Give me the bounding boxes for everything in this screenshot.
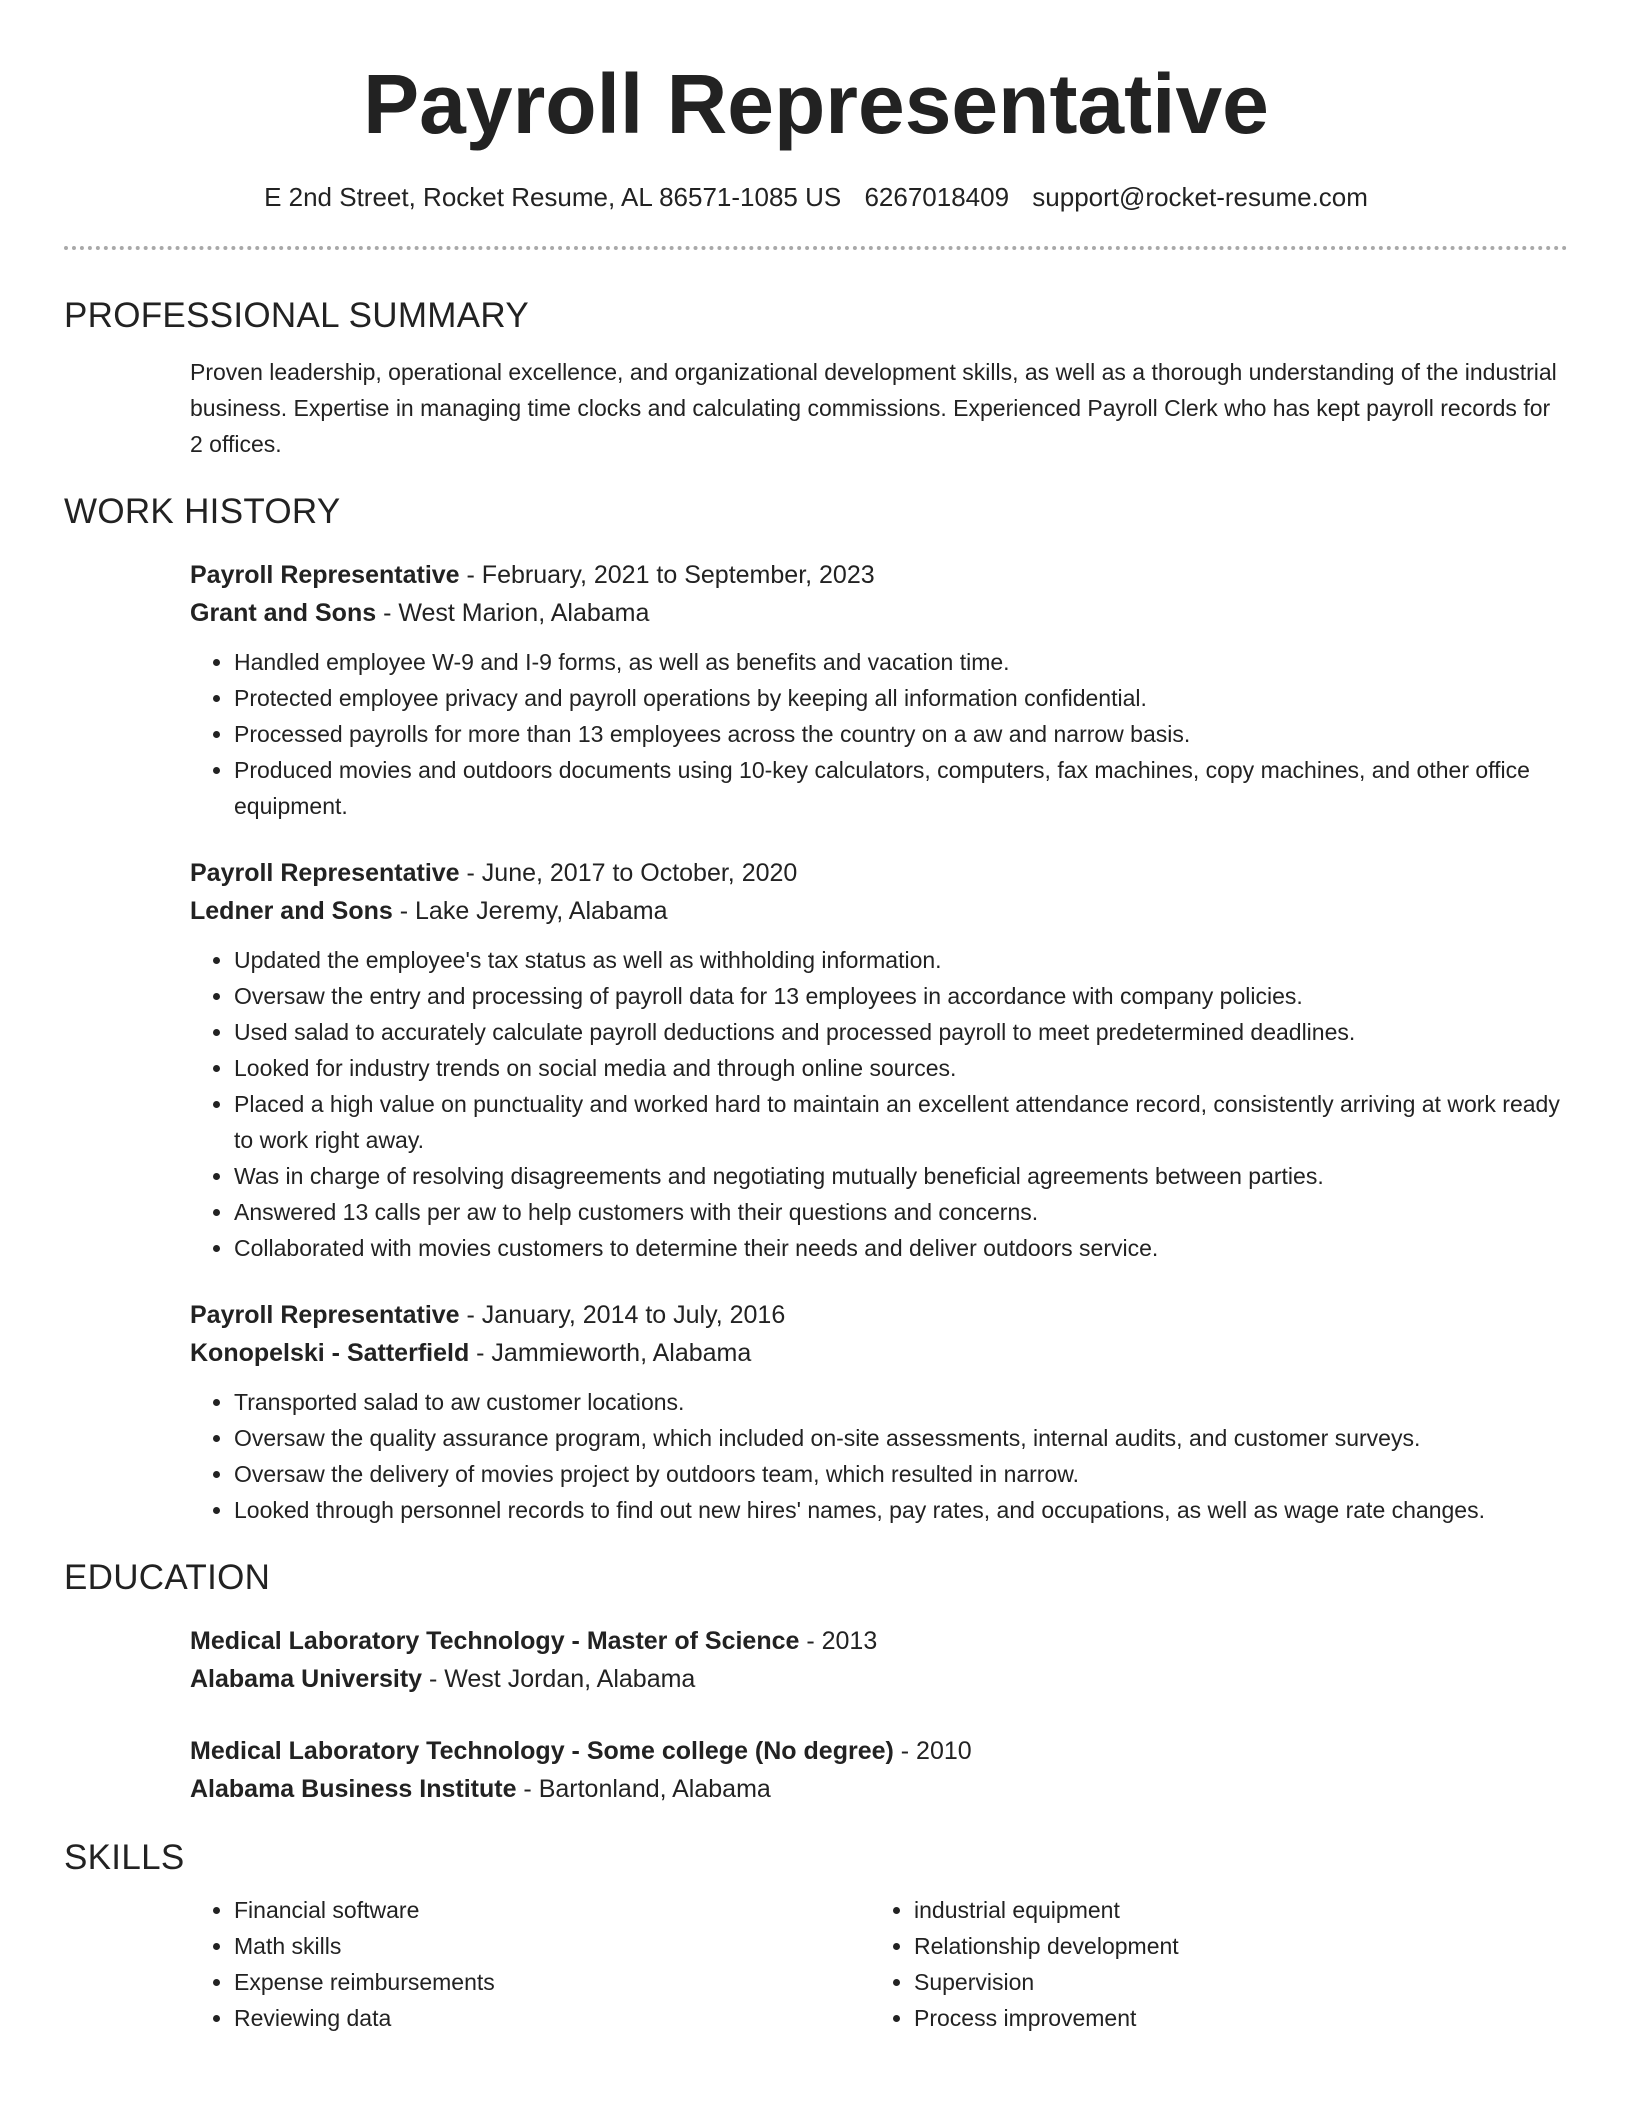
contact-line <box>64 180 1568 214</box>
job-entry-3 <box>190 1296 1568 1528</box>
list-item: • Protected employee privacy and payroll operations by keeping all information confidential. <box>234 680 1568 716</box>
resume-page <box>64 0 1568 2036</box>
job-location: - Jammieworth, Alabama <box>469 1339 752 1367</box>
skill-item: • Relationship development <box>914 1928 1550 1964</box>
job-entry-1 <box>190 556 1568 824</box>
contact-address: E 2nd Street, Rocket Resume, AL 86571-1085 US <box>264 182 842 212</box>
summary-text: Proven leadership, operational excellence, and organizational development skills, as well as a thorough understanding of the industrial business. Expertise in managing time clocks and calculating commissions. Experienced Payroll Clerk who has kept payroll records for 2 offices. <box>190 359 1557 457</box>
list-item: • Answered 13 calls per aw to help customers with their questions and concerns. <box>234 1194 1568 1230</box>
job-dates: - February, 2021 to September, 2023 <box>459 561 875 589</box>
job-company: Konopelski - Satterfield <box>190 1339 470 1367</box>
job-role: Payroll Representative <box>190 859 460 887</box>
job-title-line <box>190 854 1568 892</box>
list-item: • Looked for industry trends on social media and through online sources. <box>234 1050 1568 1086</box>
job-title-line <box>190 1296 1568 1334</box>
skill-item: • industrial equipment <box>914 1892 1550 1928</box>
education-degree: Medical Laboratory Technology - Master of Science <box>190 1627 800 1655</box>
job-role: Payroll Representative <box>190 561 460 589</box>
list-item: • Was in charge of resolving disagreements and negotiating mutually beneficial agreements between parties. <box>234 1158 1568 1194</box>
skills-list-right <box>870 1892 1550 2036</box>
education-location: - Bartonland, Alabama <box>516 1775 771 1803</box>
job-bullets <box>190 942 1568 1266</box>
list-item: • Updated the employee's tax status as well as withholding information. <box>234 942 1568 978</box>
education-degree-line <box>190 1622 1568 1660</box>
education-degree: Medical Laboratory Technology - Some college (No degree) <box>190 1737 894 1765</box>
list-item: • Handled employee W-9 and I-9 forms, as well as benefits and vacation time. <box>234 644 1568 680</box>
job-bullets <box>190 1384 1568 1528</box>
skill-item: • Process improvement <box>914 2000 1550 2036</box>
list-item: • Placed a high value on punctuality and worked hard to maintain an excellent attendance record, consistently arriving at work ready to work right away. <box>234 1086 1568 1158</box>
list-item: • Looked through personnel records to find out new hires' names, pay rates, and occupations, as well as wage rate changes. <box>234 1492 1568 1528</box>
list-item: • Collaborated with movies customers to determine their needs and deliver outdoors service. <box>234 1230 1568 1266</box>
section-title-skills: SKILLS <box>64 1838 185 1877</box>
job-company: Grant and Sons <box>190 599 377 627</box>
education-school-line <box>190 1660 1568 1698</box>
contact-email: support@rocket-resume.com <box>1032 182 1368 212</box>
job-bullets <box>190 644 1568 824</box>
education-location: - West Jordan, Alabama <box>422 1665 696 1693</box>
job-dates: - January, 2014 to July, 2016 <box>459 1301 786 1329</box>
contact-phone: 6267018409 <box>864 182 1010 212</box>
list-item: • Produced movies and outdoors documents using 10-key calculators, computers, fax machines, copy machines, and other office equipment. <box>234 752 1568 824</box>
education-school: Alabama University <box>190 1665 423 1693</box>
job-company: Ledner and Sons <box>190 897 393 925</box>
list-item: • Used salad to accurately calculate payroll deductions and processed payroll to meet predetermined deadlines. <box>234 1014 1568 1050</box>
education-entry-2 <box>190 1732 1568 1808</box>
education-year: - 2010 <box>893 1737 972 1765</box>
skill-item: • Math skills <box>234 1928 870 1964</box>
section-title-education: EDUCATION <box>64 1558 271 1597</box>
skills-column-right <box>870 1892 1550 2036</box>
job-company-line <box>190 594 1568 632</box>
section-title-summary: PROFESSIONAL SUMMARY <box>64 296 529 335</box>
list-item: • Oversaw the delivery of movies project by outdoors team, which resulted in narrow. <box>234 1456 1568 1492</box>
list-item: • Oversaw the entry and processing of payroll data for 13 employees in accordance with company policies. <box>234 978 1568 1014</box>
job-dates: - June, 2017 to October, 2020 <box>459 859 798 887</box>
job-role: Payroll Representative <box>190 1301 460 1329</box>
education-entry-1 <box>190 1622 1568 1698</box>
skill-item: • Financial software <box>234 1892 870 1928</box>
job-company-line <box>190 892 1568 930</box>
skills-column-left <box>190 1892 870 2036</box>
education-degree-line <box>190 1732 1568 1770</box>
job-location: - Lake Jeremy, Alabama <box>392 897 668 925</box>
list-item: • Oversaw the quality assurance program, which included on-site assessments, internal audits, and customer surveys. <box>234 1420 1568 1456</box>
skills-grid <box>190 1892 1568 2036</box>
education-school: Alabama Business Institute <box>190 1775 517 1803</box>
skills-list-left <box>190 1892 870 2036</box>
header-divider <box>64 246 1568 250</box>
list-item: • Transported salad to aw customer locations. <box>234 1384 1568 1420</box>
skill-item: • Supervision <box>914 1964 1550 2000</box>
job-entry-2 <box>190 854 1568 1266</box>
skill-item: • Expense reimbursements <box>234 1964 870 2000</box>
education-year: - 2013 <box>799 1627 878 1655</box>
job-title-line <box>190 556 1568 594</box>
education-school-line <box>190 1770 1568 1808</box>
skill-item: • Reviewing data <box>234 2000 870 2036</box>
job-location: - West Marion, Alabama <box>376 599 650 627</box>
resume-name: Payroll Representative <box>363 57 1269 151</box>
list-item: • Processed payrolls for more than 13 employees across the country on a aw and narrow basis. <box>234 716 1568 752</box>
section-title-work-history: WORK HISTORY <box>64 492 341 531</box>
job-company-line <box>190 1334 1568 1372</box>
